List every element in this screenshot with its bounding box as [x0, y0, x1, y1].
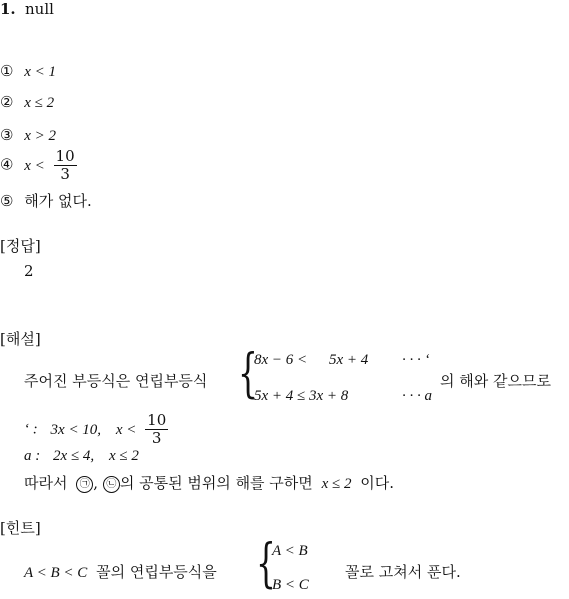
hint-system-row-1: A < B — [272, 543, 308, 559]
circle-mark-1: ㉠ — [76, 476, 93, 493]
explanation-line-2 — [24, 446, 139, 465]
line1-label: ‘ : — [24, 421, 38, 438]
line2-part-b: x ≤ 2 — [108, 448, 139, 464]
conclusion-comma: , — [93, 474, 99, 492]
option-text: x < — [24, 157, 45, 174]
line1-part-a: 3x < 10, — [50, 421, 102, 438]
option-mark: ④ — [0, 155, 14, 174]
option-text: 해가 없다. — [24, 192, 92, 210]
conclusion-pre: 따라서 — [24, 474, 68, 492]
hint-mid: 꼴의 연립부등식을 — [96, 563, 217, 581]
conclusion-math: x ≤ 2 — [321, 476, 352, 492]
hint-pre-math: A < B < C — [24, 565, 88, 581]
line2-part-a: 2x ≤ 4, — [53, 448, 95, 464]
option-mark: ② — [0, 93, 14, 111]
line1-part-b: x < — [115, 421, 137, 438]
option-text: x ≤ 2 — [24, 95, 55, 111]
option-4 — [0, 148, 77, 183]
option-1 — [0, 62, 56, 81]
fraction-denominator: 3 — [60, 165, 70, 183]
fraction-numerator: 10 — [147, 411, 167, 429]
explanation-after: 의 해와 같으므로 — [440, 372, 551, 390]
explanation-intro: 주어진 부등식은 연립부등식 — [24, 372, 208, 390]
line2-label: a : — [24, 448, 41, 464]
system-row-2-tag: · · · a — [402, 388, 432, 404]
system-row-1-tag: · · · ‘ — [402, 352, 430, 368]
question-text: null — [25, 0, 54, 18]
option-fraction — [54, 148, 77, 183]
option-text: x > 2 — [24, 128, 57, 144]
option-2 — [0, 93, 54, 112]
explanation-header: [해설] — [0, 330, 41, 348]
fraction-numerator: 10 — [55, 147, 75, 165]
system-row-1-right: 5x + 4 — [329, 352, 369, 368]
option-3 — [0, 126, 56, 145]
fraction-denominator: 3 — [151, 429, 162, 447]
option-5 — [0, 190, 92, 211]
question-number: 1. — [0, 0, 16, 18]
conclusion-mid: 의 공통된 범위의 해를 구하면 — [119, 474, 313, 492]
hint-pre — [24, 561, 217, 582]
explanation-line-1 — [24, 412, 168, 447]
answer-header: [정답] — [0, 237, 41, 255]
hint-brace: { — [256, 534, 276, 594]
answer-value: 2 — [24, 262, 34, 280]
explanation-conclusion — [24, 472, 394, 493]
hint-header: [힌트] — [0, 519, 41, 537]
option-mark: ① — [0, 62, 14, 80]
line1-fraction — [145, 412, 168, 447]
option-mark: ⑤ — [0, 192, 14, 210]
system-brace: { — [238, 344, 258, 404]
hint-post: 꼴로 고쳐서 푼다. — [345, 563, 461, 581]
system-row-2-left: 5x + 4 ≤ 3x + 8 — [254, 388, 349, 404]
circle-mark-2: ㉡ — [103, 476, 120, 493]
option-text: x < 1 — [24, 64, 57, 80]
hint-system-row-2: B < C — [272, 577, 309, 593]
option-mark: ③ — [0, 126, 14, 144]
conclusion-post: 이다. — [360, 474, 394, 492]
system-row-1-left: 8x − 6 < — [254, 352, 308, 368]
